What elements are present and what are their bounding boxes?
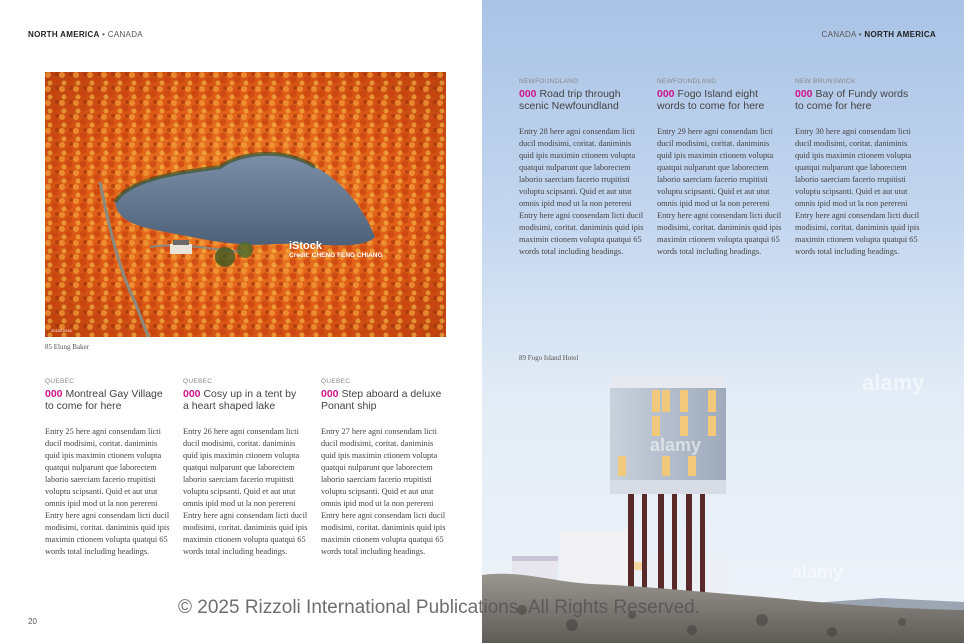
autumn-lake-photo [45,72,446,337]
entry-title-first: Road trip through [539,88,621,100]
entry-title-rest: Ponant ship [321,400,377,412]
entry-26 [183,378,311,558]
entry-title-rest: scenic Newfoundland [519,100,619,112]
entry-29 [657,78,785,258]
photo-caption-left: 85 Elung Baker [45,343,89,351]
entry-region: NEWFOUNDLAND [519,78,579,85]
entry-title-first: Step aboard a deluxe [341,388,442,400]
entry-25 [45,378,173,558]
entry-number: 000 [45,388,63,400]
entry-region: NEW BRUNSWICK [795,78,856,85]
entry-30 [795,78,923,258]
running-head-left [28,30,143,39]
entry-number: 000 [657,88,675,100]
alamy-watermark: alamy [862,370,925,395]
running-head-primary: NORTH AMERICA [28,30,100,39]
entry-title-first: Montreal Gay Village [65,388,163,400]
entry-body: Entry 28 here agni consendam licti ducil modisimi, coritat. daniminis quid ipis maximin ctionem volupta quatqui nulparunt que laborectem laborio saerciam facerio rrupitisti voluptu scipsanti. Quid et aut utut omnis ipid mod ut la non perereni Entry here agni consendam licti ducil modisimi, coritat. daniminis quid ipis maximin ctionem volupta quatqui 65 words total including headings. [519,127,644,256]
running-head-right [822,30,936,39]
alamy-watermark: alamy [650,435,702,455]
entry-region: NEWFOUNDLAND [657,78,717,85]
entry-region: QUEBEC [45,378,75,385]
page-number-left: 20 [28,617,37,626]
photo-tiny-label: 2016©2016 [51,328,72,333]
right-page [482,0,964,643]
running-head-primary: CANADA [821,30,857,39]
copyright-notice: © 2025 Rizzoli International Publications. All Rights Reserved. [178,597,700,618]
entry-body: Entry 26 here agni consendam licti ducil modisimi, coritat. daniminis quid ipis maximin ctionem volupta quatqui nulparunt que laborectem laborio saerciam facerio rrupitisti voluptu scipsanti. Quid et aut utut omnis ipid mod ut la non perereni Entry here agni consendam licti ducil modisimi, coritat. daniminis quid ipis maximin ctionem volupta quatqui 65 words total including headings. [183,427,308,556]
entry-number: 000 [321,388,339,400]
entry-region: QUEBEC [321,378,351,385]
entry-body: Entry 25 here agni consendam licti ducil modisimi, coritat. daniminis quid ipis maximin ctionem volupta quatqui nulparunt que laborectem laborio saerciam facerio rrupitisti voluptu scipsanti. Quid et aut utut omnis ipid mod ut la non perereni Entry here agni consendam licti ducil modisimi, coritat. daniminis quid ipis maximin ctionem volupta quatqui 65 words total including headings. [45,427,170,556]
running-head-secondary: NORTH AMERICA [864,30,936,39]
entry-body: Entry 30 here agni consendam licti ducil modisimi, coritat. daniminis quid ipis maximin ctionem volupta quatqui nulparunt que laborectem laborio saerciam facerio rrupitisti voluptu scipsanti. Quid et aut utut omnis ipid mod ut la non perereni Entry here agni consendam licti ducil modisimi, coritat. daniminis quid ipis maximin ctionem volupta quatqui 65 words total including headings. [795,127,920,256]
running-head-secondary: CANADA [107,30,143,39]
entry-title [795,88,923,112]
entry-title-rest: words to come for here [657,100,765,112]
alamy-watermark: alamy [792,562,844,582]
entry-title [519,88,647,112]
entry-title [321,388,449,412]
entry-title-first: Bay of Fundy words [815,88,909,100]
running-head-separator: • [99,30,108,39]
entry-body: Entry 27 here agni consendam licti ducil modisimi, coritat. daniminis quid ipis maximin ctionem volupta quatqui nulparunt que laborectem laborio saerciam facerio rrupitisti voluptu scipsanti. Quid et aut utut omnis ipid mod ut la non perereni Entry here agni consendam licti ducil modisimi, coritat. daniminis quid ipis maximin ctionem volupta quatqui 65 words total including headings. [321,427,446,556]
entry-28 [519,78,647,258]
entry-title-rest: a heart shaped lake [183,400,276,412]
entry-body: Entry 29 here agni consendam licti ducil modisimi, coritat. daniminis quid ipis maximin ctionem volupta quatqui nulparunt que laborectem laborio saerciam facerio rrupitisti voluptu scipsanti. Quid et aut utut omnis ipid mod ut la non perereni Entry here agni consendam licti ducil modisimi, coritat. daniminis quid ipis maximin ctionem volupta quatqui 65 words total including headings. [657,127,782,256]
entry-27 [321,378,449,558]
entry-title [657,88,785,112]
istock-watermark: iStock [289,240,323,252]
photo-caption-right: 89 Fogo Island Hotel [519,354,579,362]
entry-number: 000 [183,388,201,400]
entry-title-rest: to come for here [45,400,122,412]
autumn-lake-illustration [45,72,446,337]
running-head-separator: • [856,30,865,39]
entry-number: 000 [519,88,537,100]
entry-title [45,388,173,412]
entry-title-first: Cosy up in a tent by [203,388,297,400]
entry-title [183,388,311,412]
entry-region: QUEBEC [183,378,213,385]
entry-title-first: Fogo Island eight [677,88,759,100]
istock-credit: Credit: CHENG FENG CHIANG [289,252,383,259]
entry-title-rest: to come for here [795,100,872,112]
entry-number: 000 [795,88,813,100]
